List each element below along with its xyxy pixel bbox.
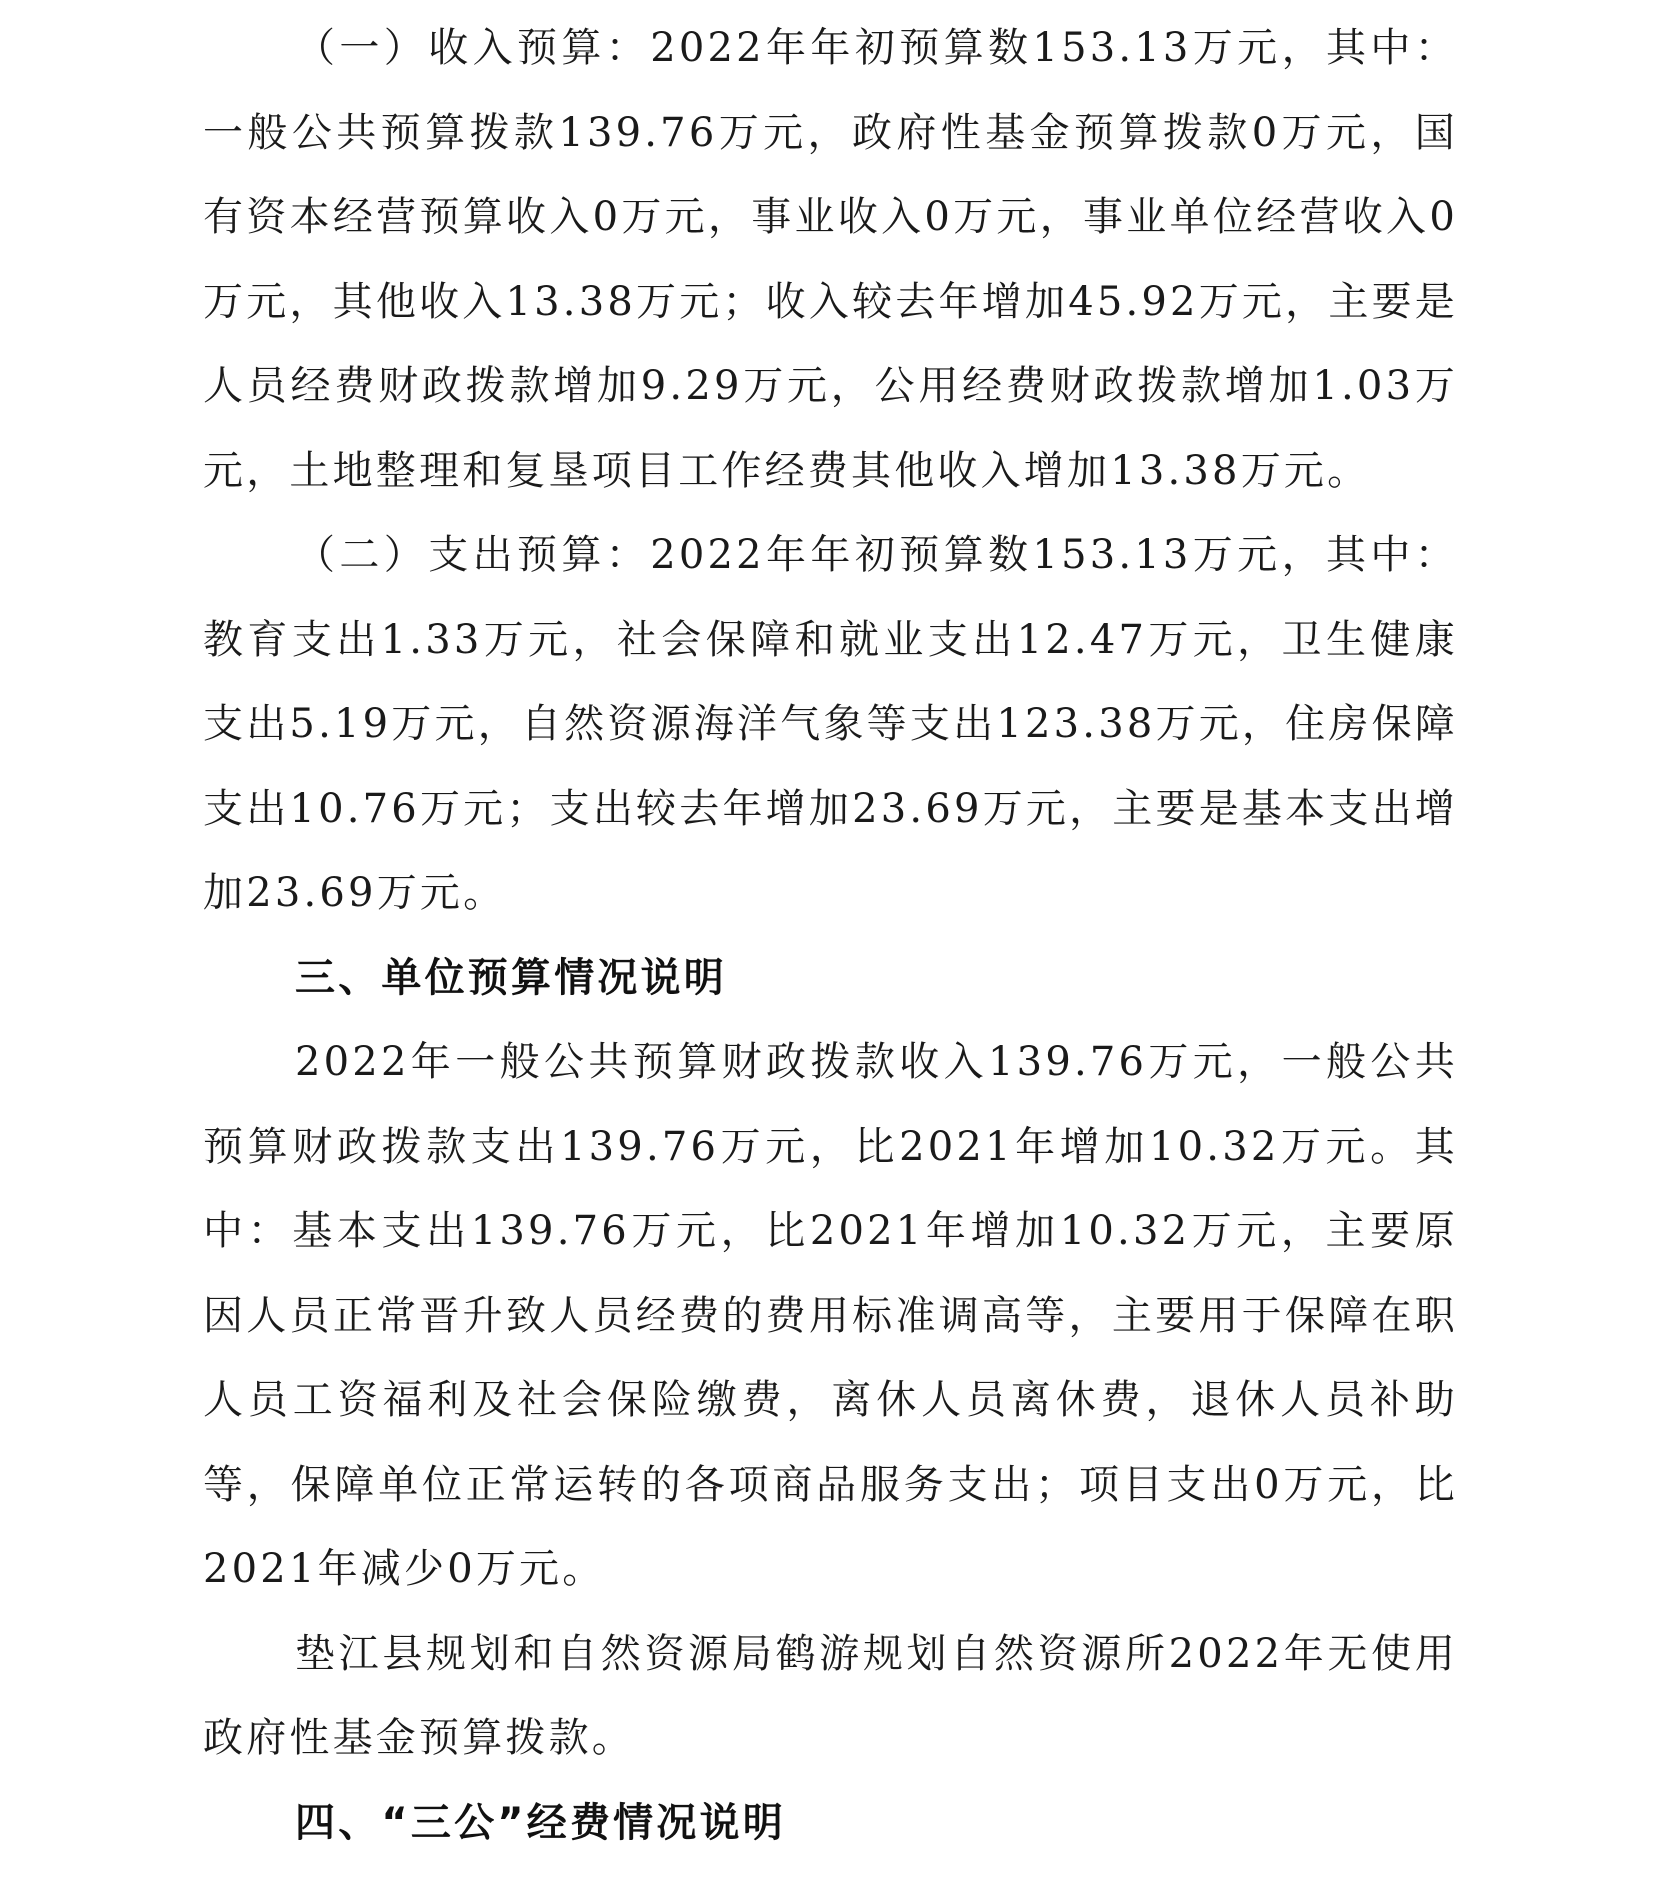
section-heading-unit-budget: 三、单位预算情况说明	[295, 954, 727, 1001]
income-budget-paragraph: （一）收入预算：2022年年初预算数153.13万元，其中：一般公共预算拨款139.76万元，政府性基金预算拨款0万元，国有资本经营预算收入0万元，事业收入0万元，事业单位经营收入0万元，其他收入13.38万元；收入较去年增加45.92万元，主要是人员经费财政拨款增加9.29万元，公用经费财政拨款增加1.03万元，土地整理和复垦项目工作经费其他收入增加13.38万元。	[203, 25, 1458, 494]
government-fund-paragraph: 垫江县规划和自然资源局鹤游规划自然资源所2022年无使用政府性基金预算拨款。	[203, 1630, 1458, 1761]
expenditure-budget-paragraph: （二）支出预算：2022年年初预算数153.13万元，其中：教育支出1.33万元，社会保障和就业支出12.47万元，卫生健康支出5.19万元，自然资源海洋气象等支出123.38万元，住房保障支出10.76万元；支出较去年增加23.69万元，主要是基本支出增加23.69万元。	[203, 532, 1458, 916]
unit-budget-paragraph: 2022年一般公共预算财政拨款收入139.76万元，一般公共预算财政拨款支出139.76万元，比2021年增加10.32万元。其中：基本支出139.76万元，比2021年增加10.32万元，主要原因人员正常晋升致人员经费的费用标准调高等，主要用于保障在职人员工资福利及社会保险缴费，离休人员离休费，退休人员补助等，保障单位正常运转的各项商品服务支出；项目支出0万元，比2021年减少0万元。	[203, 1039, 1458, 1592]
document-body	[203, 6, 1458, 1865]
section-heading-three-public-expenses: 四、“三公”经费情况说明	[295, 1799, 786, 1846]
